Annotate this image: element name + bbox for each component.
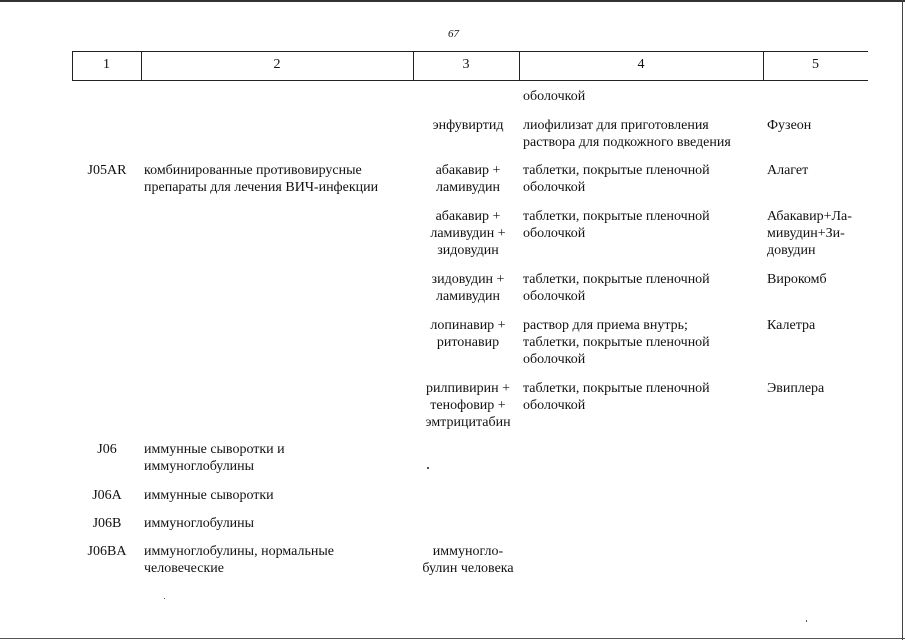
inn-cell-line: абакавир + <box>435 209 501 224</box>
inn-cell-line: абакавир + <box>435 163 501 178</box>
brand-name-cell: Абакавир+Ла- мивудин+Зи- довудин <box>767 209 852 258</box>
brand-name-cell: Алагет <box>767 163 809 178</box>
header-col-5: 5 <box>812 57 819 72</box>
atc-group-cell: иммунные сыворотки <box>144 488 274 503</box>
atc-code-cell: J06 <box>97 442 117 457</box>
brand-name-cell: Эвиплера <box>767 381 825 396</box>
atc-code-cell: J06BA <box>87 544 127 559</box>
inn-cell-line: ритонавир <box>436 335 500 350</box>
dosage-form-cell: раствор для приема внутрь; таблетки, покрытые пленочной оболочкой <box>523 318 710 367</box>
brand-name-cell: Фузеон <box>767 118 812 133</box>
scan-edge-top <box>0 0 905 2</box>
atc-code-cell: J06B <box>92 516 122 531</box>
scan-speck <box>806 620 807 622</box>
page-number: 67 <box>448 28 459 40</box>
brand-name-cell: Калетра <box>767 318 816 333</box>
dosage-form-cell: таблетки, покрытые пленочной оболочкой <box>523 209 710 241</box>
header-col-4: 4 <box>637 57 645 72</box>
table-header-rule <box>72 80 868 81</box>
atc-group-cell: комбинированные противовирусные препараты для лечения ВИЧ-инфекции <box>144 163 379 195</box>
inn-cell-line: ламивудин + <box>430 226 506 241</box>
scan-edge-right <box>902 0 903 640</box>
atc-code-cell: J06A <box>92 488 122 503</box>
dosage-form-cell: таблетки, покрытые пленочной оболочкой <box>523 381 710 413</box>
scan-edge-bottom <box>0 638 905 639</box>
atc-group-cell: иммуноглобулины, нормальные человеческие <box>144 544 334 576</box>
atc-code-cell: J05AR <box>87 163 127 178</box>
scan-speck <box>164 598 165 599</box>
atc-group-cell: иммуноглобулины <box>144 516 255 531</box>
brand-name-cell: Вирокомб <box>767 272 827 287</box>
inn-cell-line: эмтрицитабин <box>425 415 511 430</box>
header-col-1: 1 <box>103 57 110 72</box>
header-col-3: 3 <box>462 57 470 72</box>
dosage-form-cell: лиофилизат для приготовления раствора для подкожного введения <box>523 118 731 150</box>
inn-cell-line: ламивудин <box>436 289 500 304</box>
inn-cell-line: зидовудин <box>437 243 499 258</box>
inn-cell-line: булин человека <box>422 561 514 576</box>
dosage-form-cell: таблетки, покрытые пленочной оболочкой <box>523 272 710 304</box>
header-col-2: 2 <box>273 57 281 72</box>
inn-cell-line: иммуногло- <box>432 544 504 559</box>
inn-cell-line: зидовудин + <box>431 272 505 287</box>
inn-cell-line: энфувиртид <box>432 118 504 133</box>
inn-cell-line: лопинавир + <box>430 318 506 333</box>
inn-cell-line: ламивудин <box>436 180 500 195</box>
dosage-form-cell: таблетки, покрытые пленочной оболочкой <box>523 163 710 195</box>
inn-cell-line: рилпивирин + <box>426 381 510 396</box>
atc-group-cell: иммунные сыворотки и иммуноглобулины <box>144 442 285 474</box>
dosage-form-cell: оболочкой <box>523 89 586 104</box>
scan-speck <box>427 467 429 469</box>
table-top-rule <box>72 51 868 52</box>
inn-cell-line: тенофовир + <box>430 398 506 413</box>
